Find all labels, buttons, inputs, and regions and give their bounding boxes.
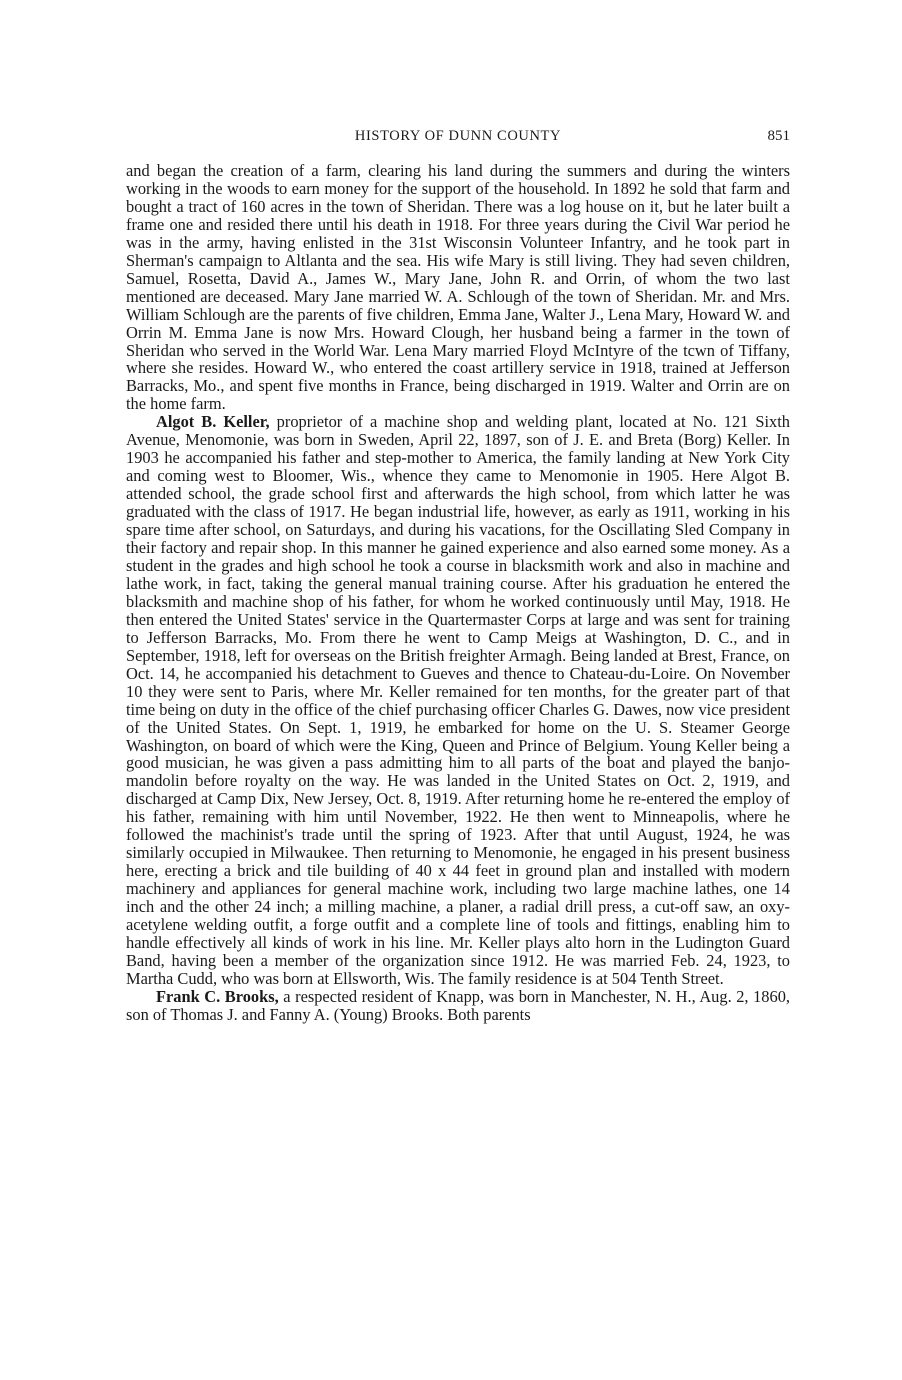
paragraph-text: proprietor of a machine shop and welding plant, located at No. 121 Sixth Avenue, Menomonie, was born in Sweden, April 22, 1897, son of J. E. and Breta (Borg) Keller. In 1903 he accompanied his father and step-mother to America, the family landing at New York City and coming west to Bloomer, Wis., whence they came to Menomonie in 1905. Here Algot B. attended school, the grade school first and afterwards the high school, from which latter he was graduated with the class of 1917. He began industrial life, however, as early as 1911, working in his spare time after school, on Saturdays, and during his vacations, for the Oscillating Sled Company in their factory and repair shop. In this manner he gained experience and also earned some money. As a student in the grades and high school he took a course in blacksmith work and also in machine and lathe work, in fact, taking the general manual training course. After his graduation he entered the blacksmith and machine shop of his father, for whom he worked continuously until May, 1918. He then entered the United States' service in the Quartermaster Corps at large and was sent for training to Jefferson Barracks, Mo. From there he went to Camp Meigs at Washington, D. C., and in September, 1918, left for overseas on the British freighter Armagh. Being landed at Brest, France, on Oct. 14, he accompanied his detachment to Gueves and thence to Chateau-du-Loire. On November 10 they were sent to Paris, where Mr. Keller remained for ten months, for the greater part of that time being on duty in the office of the chief purchasing officer Charles G. Dawes, now vice president of the United States. On Sept. 1, 1919, he embarked for home on the U. S. Steamer George Washington, on board of which were the King, Queen and Prince of Belgium. Young Keller being a good musician, he was given a pass admitting him to all parts of the boat and played the banjo-mandolin before royalty on the way. He was landed in the United States on Oct. 2, 1919, and discharged at Camp Dix, New Jersey, Oct. 8, 1919. After returning home he re-entered the employ of his father, remaining with him until November, 1922. He then went to Minneapolis, where he followed the machinist's trade until the spring of 1923. After that until August, 1924, he was similarly occupied in Milwaukee. Then returning to Menomonie, he engaged in his present business here, erecting a brick and tile building of 40 x 44 feet in ground plan and installed with modern machinery and appliances for general machine work, including two large machine lathes, one 14 inch and the other 24 inch; a milling machine, a planer, a radial drill press, a cut-off saw, an oxy-acetylene welding outfit, a forge outfit and a complete line of tools and fittings, enabling him to handle effectively all kinds of work in his line. Mr. Keller plays alto horn in the Ludington Guard Band, having been a member of the organization since 1912. He was married Feb. 24, 1923, to Martha Cudd, who was born at Ellsworth, Wis. The family residence is at 504 Tenth Street. [126, 412, 790, 988]
paragraph-lead-name: Frank C. Brooks, [156, 986, 279, 1006]
running-title: HISTORY OF DUNN COUNTY [354, 128, 562, 144]
page-number: 851 [767, 128, 790, 144]
book-page [126, 122, 790, 1024]
page-body [126, 162, 790, 1024]
paragraph-lead-name: Algot B. Keller, [156, 412, 270, 432]
paragraph-continuation [126, 162, 790, 413]
running-header [126, 122, 790, 162]
paragraph-text: and began the creation of a farm, clearing his land during the summers and during the winters working in the woods to earn money for the support of the household. In 1892 he sold that farm and bought a tract of 160 acres in the town of Sheridan. There was a log house on it, but he later built a frame one and resided there until his death in 1918. For three years during the Civil War period he was in the army, having enlisted in the 31st Wisconsin Volunteer Infantry, and he took part in Sherman's campaign to Altlanta and the sea. His wife Mary is still living. They had seven children, Samuel, Rosetta, David A., James W., Mary Jane, John R. and Orrin, of whom the two last mentioned are deceased. Mary Jane married W. A. Schlough of the town of Sheridan. Mr. and Mrs. William Schlough are the parents of five children, Emma Jane, Walter J., Lena Mary, Howard W. and Orrin M. Emma Jane is now Mrs. Howard Clough, her husband being a farmer in the town of Sheridan who served in the World War. Lena Mary married Floyd McIntyre of the tcwn of Tiffany, where she resides. Howard W., who entered the coast artillery service in 1918, trained at Jefferson Barracks, Mo., and spent five months in France, being discharged in 1919. Walter and Orrin are on the home farm. [126, 161, 790, 414]
paragraph-text: a respected resident of Knapp, was born in Manchester, N. H., Aug. 2, 1860, son of Thomas J. and Fanny A. (Young) Brooks. Both parents [126, 986, 790, 1024]
paragraph-keller [126, 413, 790, 988]
paragraph-brooks [126, 988, 790, 1024]
